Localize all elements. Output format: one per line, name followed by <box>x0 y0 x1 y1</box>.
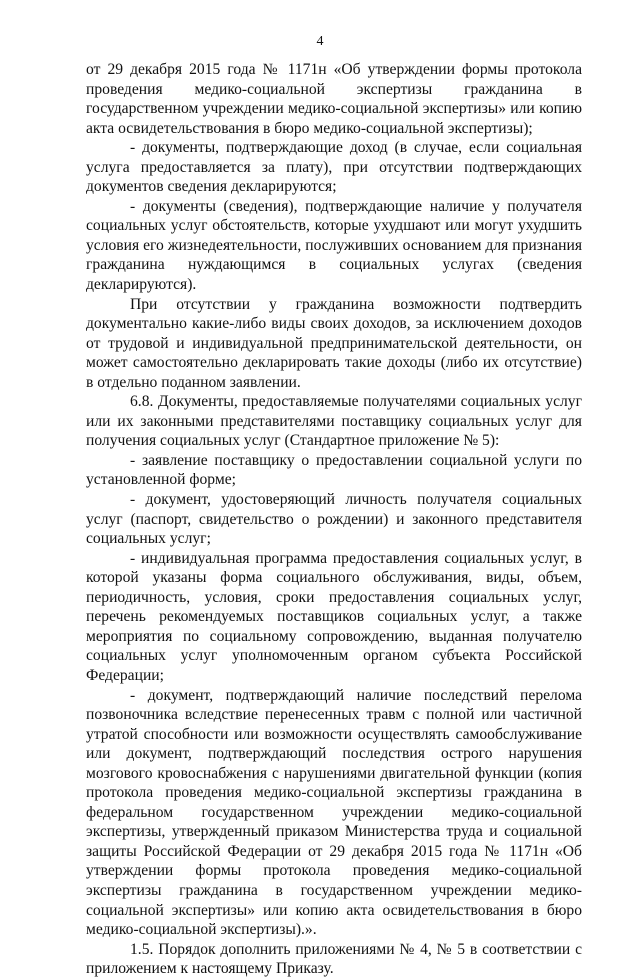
paragraph-identity-document: - документ, удостоверяющий личность получателя социальных услуг (паспорт, свидетельство о рождении) и законного представителя социальных услуг; <box>86 491 582 548</box>
paragraph-clause-1-5: 1.5. Порядок дополнить приложениями № 4, № 5 в соответствии с приложением к настоящему Приказу. <box>86 940 582 978</box>
paragraph-medical-document: - документ, подтверждающий наличие последствий перелома позвоночника вследствие перенесенных травм с полной или частичной утратой способности или возможности осуществлять самообслуживание или документ, подтверждающий последствия острого нарушения мозгового кровоснабжения с нарушениями двигательной функции (копия протокола проведения медико-социальной экспертизы гражданина в федеральном государственном учреждении медико-социальной экспертизы, утвержденный приказом Министерства труда и социальной защиты Российской Федерации от 29 декабря 2015 года № 1171н «Об утверждении формы протокола проведения медико-социальной экспертизы гражданина в государственном учреждении медико-социальной экспертизы» или копию акта освидетельствования в бюро медико-социальной экспертизы).». <box>86 686 582 939</box>
paragraph-circumstance-documents: - документы (сведения), подтверждающие наличие у получателя социальных услуг обстоятельств, которые ухудшают или могут ухудшить условия его жизнедеятельности, послуживших основанием для признания гражданина нуждающимся в социальных услугах (сведения декларируются). <box>86 197 582 294</box>
paragraph-individual-program: - индивидуальная программа предоставления социальных услуг, в которой указаны форма социального обслуживания, виды, объем, периодичность, условия, сроки предоставления социальных услуг, перечень рекомендуемых поставщиков социальных услуг, а также мероприятия по социальному сопровождению, выданная получателю социальных услуг уполномоченным органом субъекта Российской Федерации; <box>86 549 582 684</box>
paragraph-application: - заявление поставщику о предоставлении социальной услуги по установленной форме; <box>86 451 582 489</box>
paragraph-continuation: от 29 декабря 2015 года № 1171н «Об утверждении формы протокола проведения медико-социальной экспертизы гражданина в государственном учреждении медико-социальной экспертизы» или копию акта освидетельствования в бюро медико-социальной экспертизы); <box>86 61 582 137</box>
paragraph-income-declaration: При отсутствии у гражданина возможности подтвердить документально какие-либо виды своих доходов, за исключением доходов от трудовой и индивидуальной предпринимательской деятельности, он может самостоятельно декларировать такие доходы (либо их отсутствие) в отдельно поданном заявлении. <box>86 295 582 391</box>
page-number: 4 <box>316 34 324 49</box>
document-body <box>86 60 582 979</box>
paragraph-clause-6-8: 6.8. Документы, предоставляемые получателями социальных услуг или их законными представителями поставщику социальных услуг для получения социальных услуг (Стандартное приложение № 5): <box>86 393 582 450</box>
paragraph-income-documents: - документы, подтверждающие доход (в случае, если социальная услуга предоставляется за плату), при отсутствии подтверждающих документов сведения декларируются; <box>86 139 582 196</box>
